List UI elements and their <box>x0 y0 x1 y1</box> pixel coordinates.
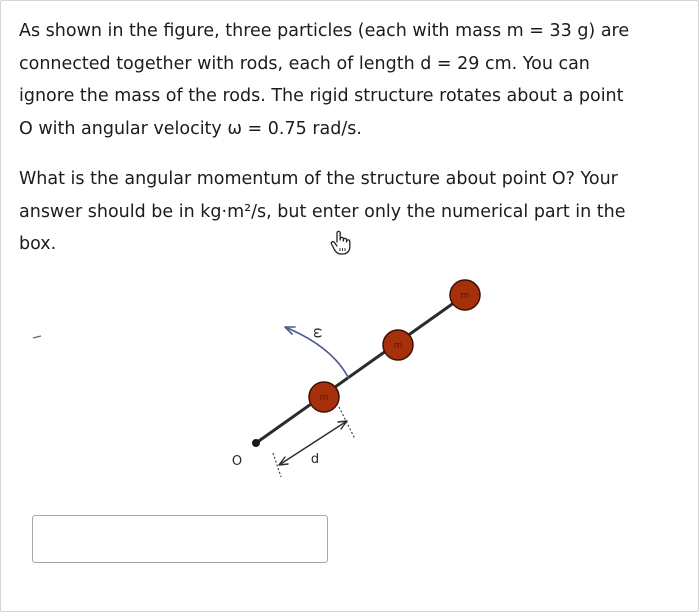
dimension-tick-right <box>339 407 355 439</box>
mass-label: m <box>460 291 470 301</box>
arrowhead-icon <box>279 457 288 465</box>
problem-statement <box>19 15 689 145</box>
stray-mark <box>32 335 42 339</box>
rod <box>256 295 465 443</box>
problem-line: connected together with rods, each of length d = 29 cm. You can <box>19 53 590 74</box>
prompt-line: box. <box>19 234 57 254</box>
prompt-line: What is the angular momentum of the structure about point O? Your <box>19 169 618 189</box>
pivot-point <box>252 439 260 447</box>
rotating-structure-figure <box>201 271 501 491</box>
problem-line: O with angular velocity ω = 0.75 rad/s. <box>19 118 362 139</box>
omega-label: ω <box>310 327 325 339</box>
pivot-label: O <box>231 454 243 469</box>
answer-input[interactable] <box>32 515 328 563</box>
arrowhead-icon <box>338 421 347 429</box>
question-prompt <box>19 163 689 261</box>
prompt-line: answer should be in kg·m²/s, but enter only the numerical part in the <box>19 201 626 222</box>
mass-label: m <box>319 393 329 403</box>
length-label: d <box>310 452 320 467</box>
mass-label: m <box>393 341 403 351</box>
hand-pointer-icon <box>329 229 353 255</box>
problem-line: As shown in the figure, three particles (each with mass m = 33 g) are <box>19 21 630 41</box>
problem-line: ignore the mass of the rods. The rigid structure rotates about a point <box>19 86 624 106</box>
